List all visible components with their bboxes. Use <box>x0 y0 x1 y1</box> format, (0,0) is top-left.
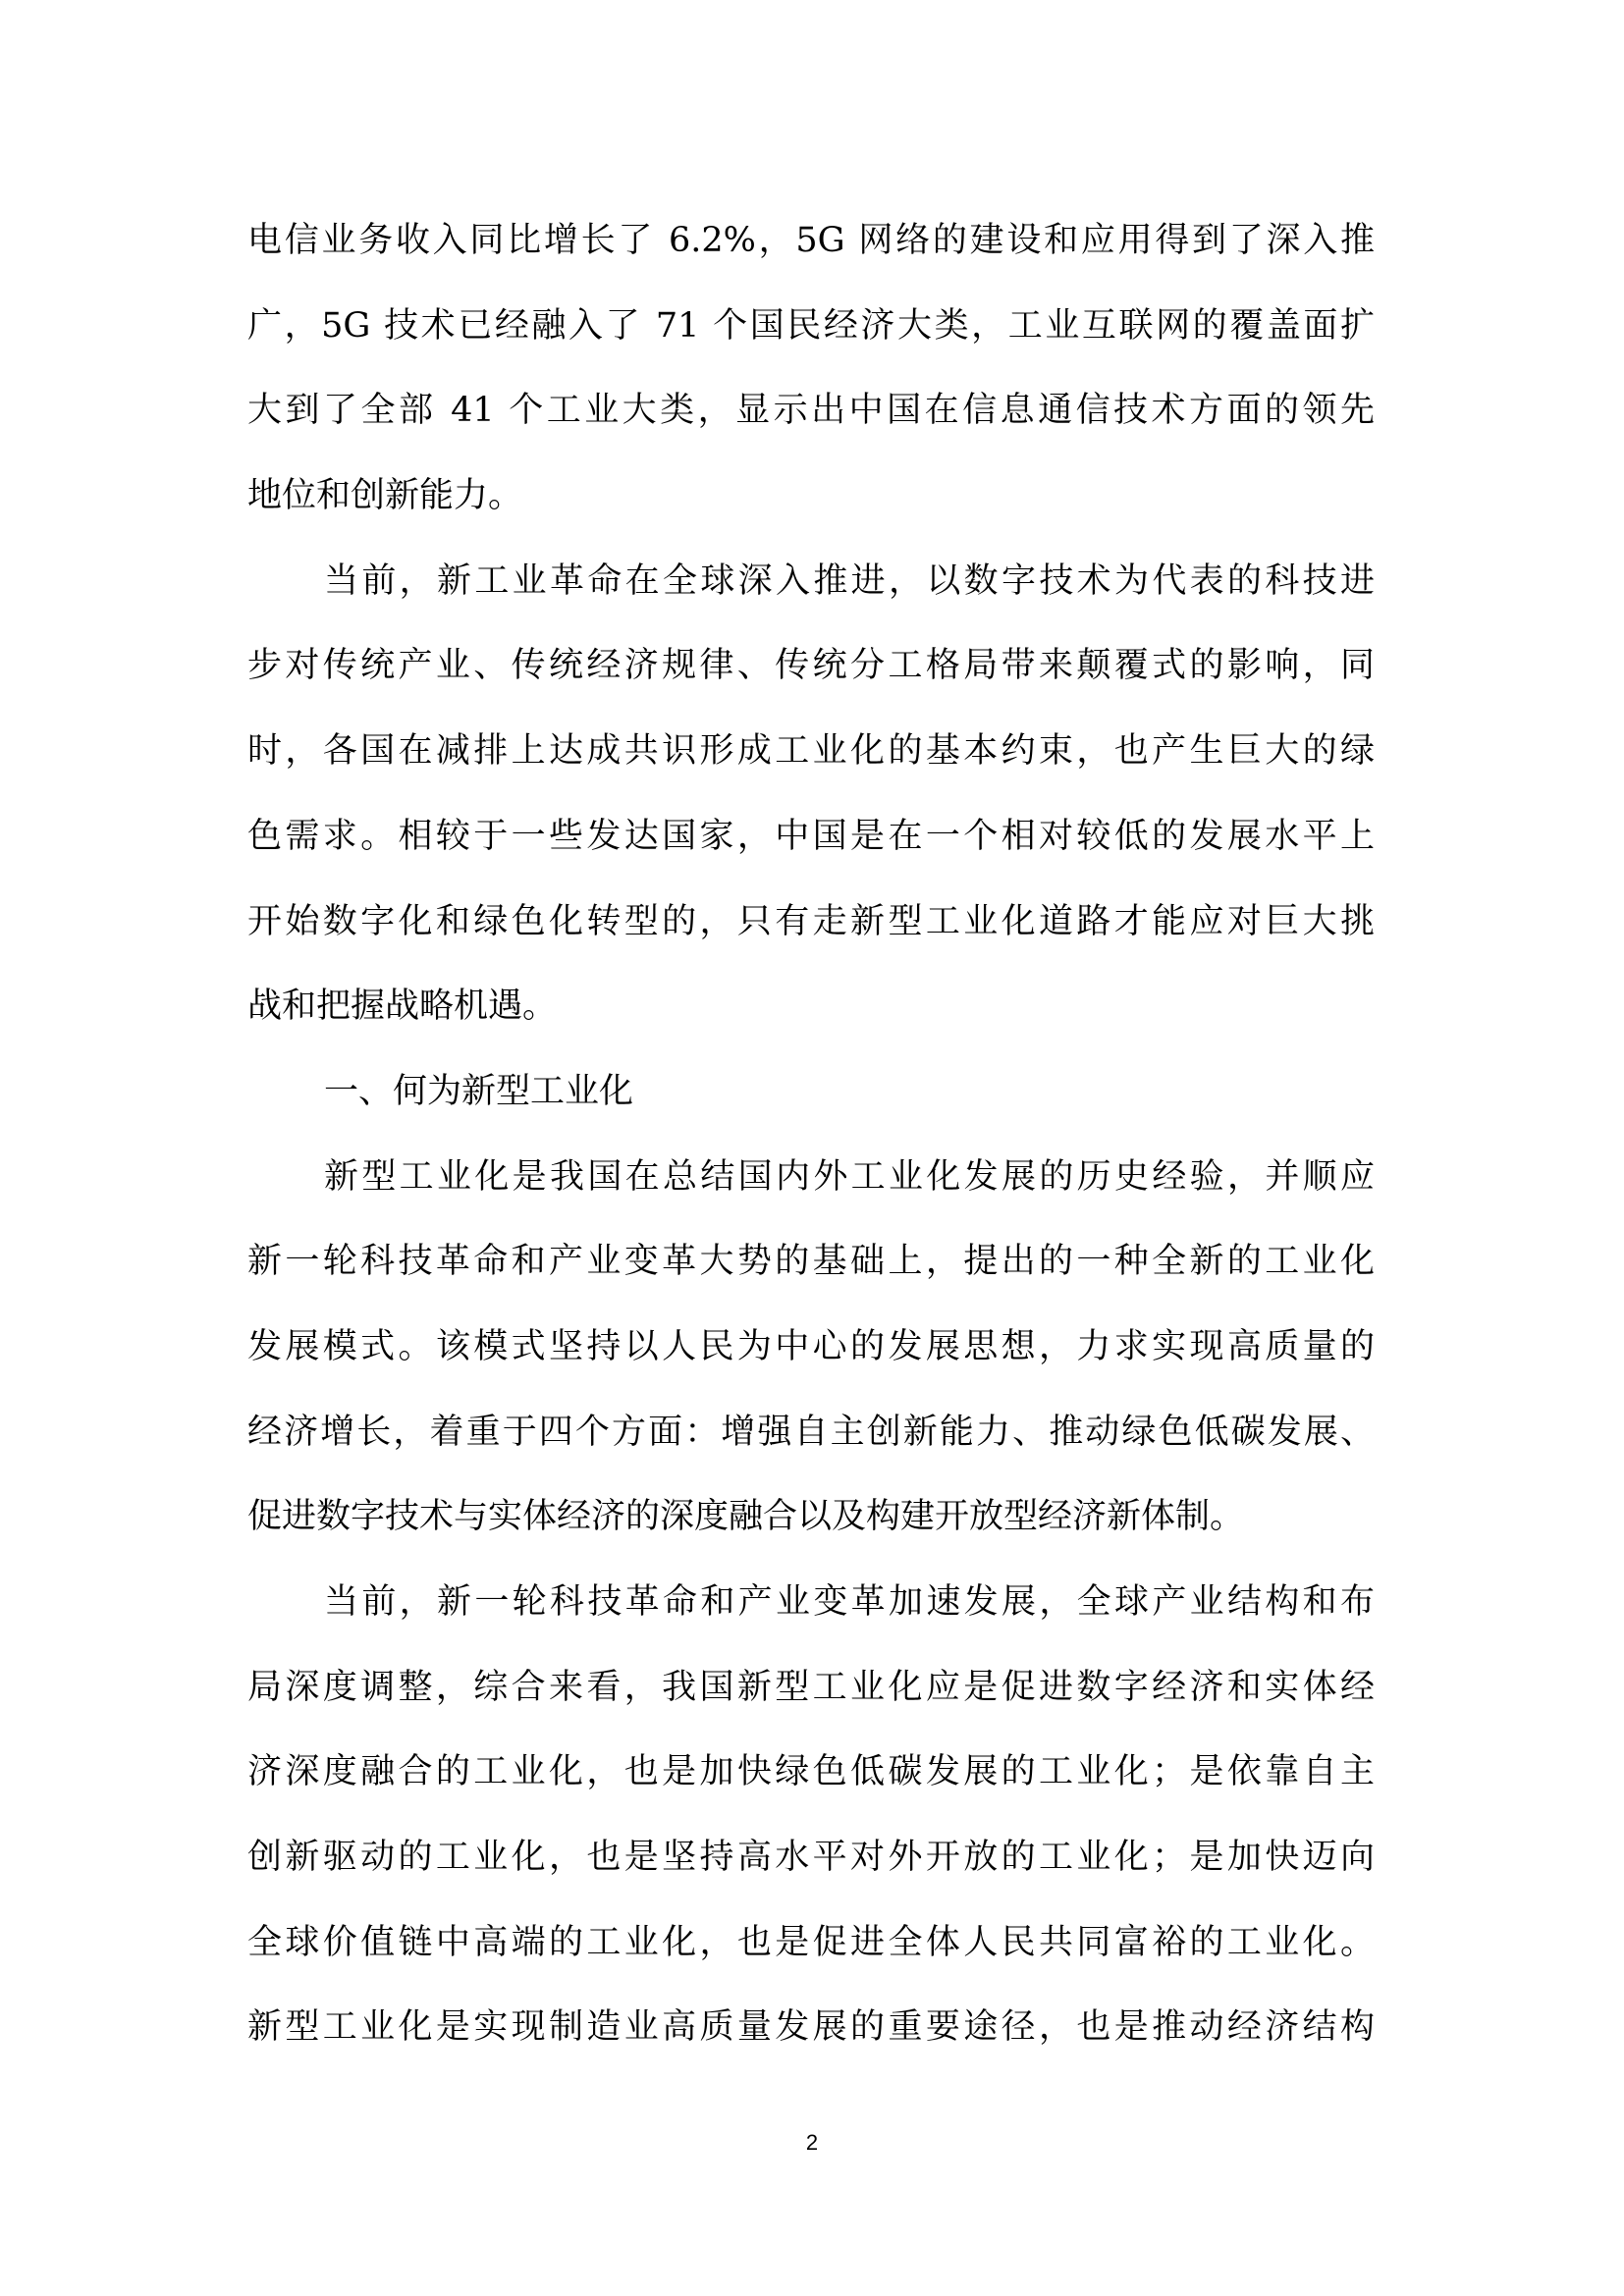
text-line: 大到了全部 41 个工业大类，显示出中国在信息通信技术方面的领先 <box>247 391 1375 431</box>
text-line: 地位和创新能力。 <box>247 476 523 516</box>
text-line: 色需求。相较于一些发达国家，中国是在一个相对较低的发展水平上 <box>247 816 1375 856</box>
document-body <box>247 210 1375 2082</box>
text-line: 新一轮科技革命和产业变革大势的基础上，提出的一种全新的工业化 <box>247 1242 1375 1282</box>
text-line: 新型工业化是我国在总结国内外工业化发展的历史经验，并顺应 <box>324 1156 1375 1197</box>
text-line: 发展模式。该模式坚持以人民为中心的发展思想，力求实现高质量的 <box>247 1326 1375 1366</box>
text-line: 局深度调整，综合来看，我国新型工业化应是促进数字经济和实体经 <box>247 1667 1375 1707</box>
text-line: 步对传统产业、传统经济规律、传统分工格局带来颠覆式的影响，同 <box>247 646 1375 686</box>
section-heading-text: 一、何为新型工业化 <box>324 1071 634 1111</box>
section-heading <box>247 1061 1375 1147</box>
text-line: 广，5G 技术已经融入了 71 个国民经济大类，工业互联网的覆盖面扩 <box>247 305 1375 346</box>
text-line: 促进数字技术与实体经济的深度融合以及构建开放型经济新体制。 <box>247 1497 1245 1537</box>
text-line: 电信业务收入同比增长了 6.2%，5G 网络的建设和应用得到了深入推 <box>247 221 1375 260</box>
text-line: 创新驱动的工业化，也是坚持高水平对外开放的工业化；是加快迈向 <box>247 1838 1375 1878</box>
paragraph-current-development <box>247 1572 1375 2082</box>
text-line: 当前，新一轮科技革命和产业变革加速发展，全球产业结构和布 <box>324 1582 1375 1622</box>
paragraph-telecom-growth <box>247 210 1375 551</box>
paragraph-definition <box>247 1147 1375 1572</box>
text-line: 战和把握战略机遇。 <box>247 987 558 1027</box>
text-line: 济深度融合的工业化，也是加快绿色低碳发展的工业化；是依靠自主 <box>247 1752 1375 1792</box>
text-line: 经济增长，着重于四个方面：增强自主创新能力、推动绿色低碳发展、 <box>247 1412 1375 1452</box>
text-line: 全球价值链中高端的工业化，也是促进全体人民共同富裕的工业化。 <box>247 1922 1375 1962</box>
text-line: 当前，新工业革命在全球深入推进，以数字技术为代表的科技进 <box>324 561 1375 601</box>
page-number: 2 <box>805 2130 819 2155</box>
text-line: 时，各国在减排上达成共识形成工业化的基本约束，也产生巨大的绿 <box>247 731 1375 772</box>
text-line: 新型工业化是实现制造业高质量发展的重要途径，也是推动经济结构 <box>247 2007 1375 2048</box>
text-line: 开始数字化和绿色化转型的，只有走新型工业化道路才能应对巨大挑 <box>247 901 1375 941</box>
paragraph-new-industrial-revolution <box>247 551 1375 1061</box>
